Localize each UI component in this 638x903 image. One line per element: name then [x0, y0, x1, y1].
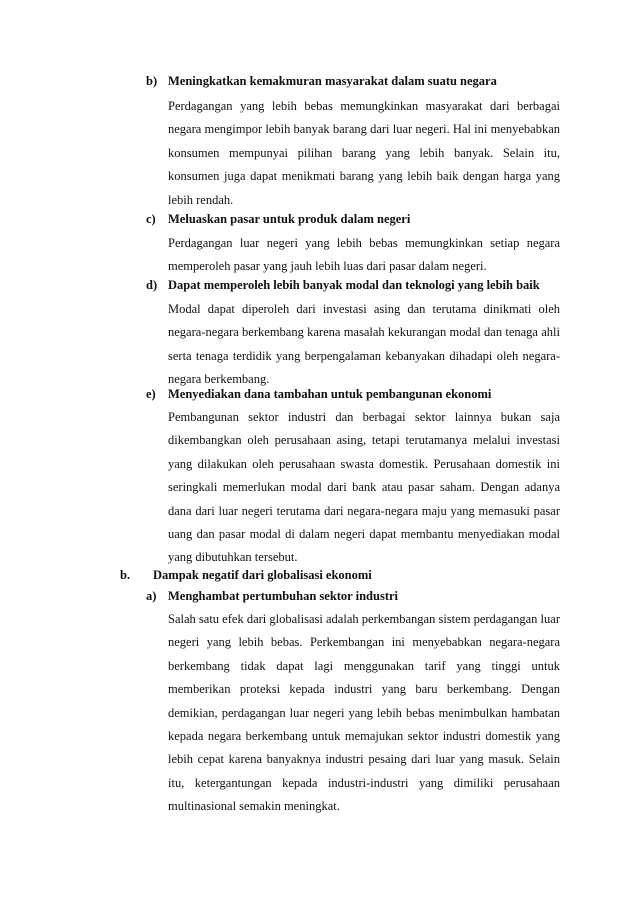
item-label: e)	[146, 387, 156, 401]
paragraph-d-capital: Modal dapat diperoleh dari investasi asing dan terutama dinikmati oleh negara-negara berkembang karena masalah kekurangan modal dan tenaga ahli serta tenaga terdidik yang berpengalaman kebanyakan dihadapi oleh negara-negara berkembang.	[168, 302, 560, 387]
paragraph-a-industry-hindrance: Salah satu efek dari globalisasi adalah perkembangan sistem perdagangan luar negeri yang lebih bebas. Perkembangan ini menyebabkan negara-negara berkembang tidak dapat lagi menggunakan tarif yang tinggi untuk memberikan proteksi kepada industri yang baru berkembang. Dengan demikian, perdagangan luar negeri yang lebih bebas menimbulkan hambatan kepada negara berkembang untuk memajukan sektor industri domestik yang lebih cepat karena banyaknya industri pesaing dari luar yang masuk. Selain itu, ketergantungan kepada industri-industri yang dimiliki perusahaan multinasional semakin meningkat.	[168, 612, 560, 814]
item-title: Meluaskan pasar untuk produk dalam negeri	[168, 212, 411, 226]
section-label: b.	[120, 568, 131, 582]
item-title: Meningkatkan kemakmuran masyarakat dalam suatu negara	[168, 74, 497, 88]
item-label: b)	[146, 74, 158, 88]
item-title: Menghambat pertumbuhan sektor industri	[168, 589, 399, 603]
item-title: Menyediakan dana tambahan untuk pembangunan ekonomi	[168, 387, 492, 401]
paragraph-c-market: Perdagangan luar negeri yang lebih bebas memungkinkan setiap negara memperoleh pasar yang jauh lebih luas dari pasar dalam negeri.	[168, 236, 560, 274]
item-label: a)	[146, 589, 157, 603]
item-label: c)	[146, 212, 156, 226]
item-label: d)	[146, 278, 158, 292]
item-title: Dapat memperoleh lebih banyak modal dan teknologi yang lebih baik	[168, 278, 540, 292]
section-title: Dampak negatif dari globalisasi ekonomi	[153, 568, 372, 582]
paragraph-b-prosperity: Perdagangan yang lebih bebas memungkinkan masyarakat dari berbagai negara mengimpor lebih banyak barang dari luar negeri. Hal ini menyebabkan konsumen mempunyai pilihan barang yang lebih banyak. Selain itu, konsumen juga dapat menikmati barang yang lebih baik dengan harga yang lebih rendah.	[168, 99, 560, 207]
paragraph-e-funding: Pembangunan sektor industri dan berbagai sektor lainnya bukan saja dikembangkan oleh perusahaan asing, tetapi terutamanya melalui investasi yang dilakukan oleh perusahaan swasta domestik. Perusahaan domestik ini seringkali memerlukan modal dari bank atau pasar saham. Dengan adanya dana dari luar negeri terutama dari negara-negara maju yang memasuki pasar uang dan pasar modal di dalam negeri dapat membantu menyediakan modal yang dibutuhkan tersebut.	[168, 410, 560, 565]
